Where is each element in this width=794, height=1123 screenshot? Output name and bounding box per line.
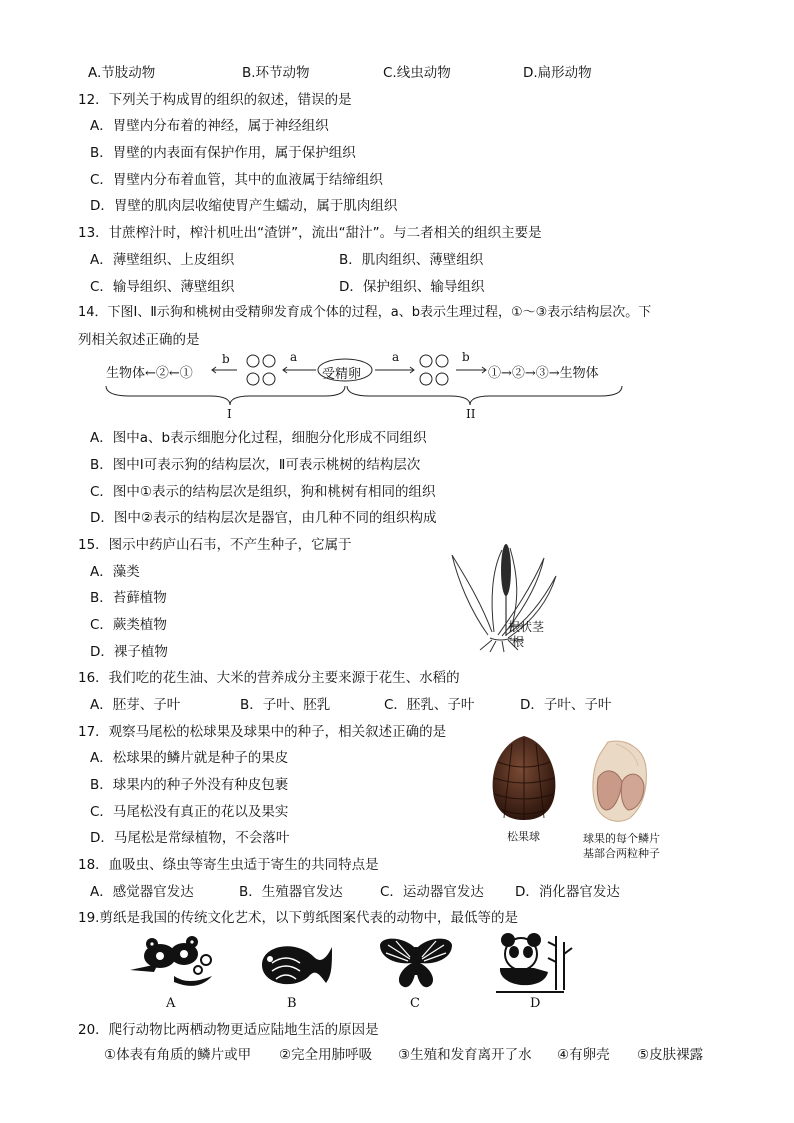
q15-option-b: B．苔藓植物 <box>90 590 167 606</box>
diagram-egg-label: 受精卵 <box>322 367 362 382</box>
pine-cone-photo <box>484 732 564 822</box>
q19-stem: 19.剪纸是我国的传统文化艺术，以下剪纸图案代表的动物中，最低等的是 <box>78 910 518 926</box>
diagram-brace-label-ii: II <box>466 407 476 421</box>
q16-option-c: C．胚乳、子叶 <box>384 697 475 713</box>
q14-option-c: C．图中①表示的结构层次是组织，狗和桃树有相同的组织 <box>90 484 436 500</box>
diagram-brace-label-i: I <box>227 407 232 421</box>
q12-option-b: B．胃壁的内表面有保护作用，属于保护组织 <box>90 145 356 161</box>
q17-option-d: D．马尾松是常绿植物，不会落叶 <box>90 830 290 846</box>
fish-papercut-icon <box>256 935 336 995</box>
label-rhizome: 根状茎 <box>508 620 545 634</box>
q16-stem: 16．我们吃的花生油、大米的营养成分主要来源于花生、水稻的 <box>78 670 460 686</box>
q11-option-d: D.扁形动物 <box>523 65 592 81</box>
q12-stem: 12．下列关于构成胃的组织的叙述，错误的是 <box>78 92 352 108</box>
q11-option-c: C.线虫动物 <box>383 65 451 81</box>
q20-option-4: ④有卵壳 <box>557 1047 610 1063</box>
panda-papercut-icon <box>494 932 574 994</box>
q20-option-2: ②完全用肺呼吸 <box>279 1047 373 1063</box>
q13-option-d: D．保护组织、输导组织 <box>339 279 485 295</box>
q14-option-a: A．图中a、b表示细胞分化过程，细胞分化形成不同组织 <box>90 430 427 446</box>
cone-scale-seed-photo <box>586 738 656 823</box>
development-diagram <box>100 350 640 430</box>
q18-option-c: C．运动器官发达 <box>380 884 484 900</box>
q13-option-b: B．肌肉组织、薄壁组织 <box>339 252 484 268</box>
papercut-label-a: A <box>166 996 176 1011</box>
q15-option-c: C．蕨类植物 <box>90 617 167 633</box>
q14-option-d: D．图中②表示的结构层次是器官，由几种不同的组织构成 <box>90 510 437 526</box>
q12-option-c: C．胃壁内分布着血管，其中的血液属于结缔组织 <box>90 172 383 188</box>
q16-option-a: A．胚芽、子叶 <box>90 697 181 713</box>
papercut-butterfly <box>378 935 454 990</box>
label-root: 根 <box>512 635 525 649</box>
q18-stem: 18．血吸虫、绦虫等寄生虫适于寄生的共同特点是 <box>78 857 379 873</box>
papercut-label-c: C <box>410 996 420 1011</box>
diagram-left-chain: 生物体←②←① <box>106 366 193 381</box>
q18-option-d: D．消化器官发达 <box>515 884 620 900</box>
q13-option-a: A．薄壁组织、上皮组织 <box>90 252 235 268</box>
papercut-label-d: D <box>530 996 541 1011</box>
q14-stem-line1: 14．下图Ⅰ、Ⅱ示狗和桃树由受精卵发育成个体的过程，a、b表示生理过程，①～③表示结构层次。下 <box>78 305 652 320</box>
q20-stem: 20．爬行动物比两栖动物更适应陆地生活的原因是 <box>78 1022 379 1038</box>
diagram-label-a-right: a <box>392 350 400 364</box>
pine-cone-icon <box>484 732 564 822</box>
q11-option-a: A.节肢动物 <box>88 65 156 81</box>
papercut-bird <box>128 930 218 995</box>
cone-scale-caption-line1: 球果的每个鳞片 <box>583 832 660 845</box>
diagram-label-b-left: b <box>222 352 230 366</box>
butterfly-papercut-icon <box>378 935 454 990</box>
q15-option-a: A．藻类 <box>90 564 140 580</box>
diagram-label-a-left: a <box>290 350 298 364</box>
cone-scale-caption-line2: 基部合两粒种子 <box>583 847 660 860</box>
q11-option-b: B.环节动物 <box>242 65 310 81</box>
diagram-label-b-right: b <box>462 350 470 364</box>
q17-stem: 17．观察马尾松的松球果及球果中的种子，相关叙述正确的是 <box>78 724 447 740</box>
q15-stem: 15．图示中药庐山石韦，不产生种子，它属于 <box>78 537 352 553</box>
pine-cone-caption: 松果球 <box>507 830 540 843</box>
q18-option-b: B．生殖器官发达 <box>239 884 343 900</box>
q16-option-d: D．子叶、子叶 <box>520 697 612 713</box>
fern-illustration <box>450 540 560 655</box>
diagram-graphics <box>100 350 640 430</box>
q15-option-d: D．裸子植物 <box>90 644 168 660</box>
q16-option-b: B．子叶、胚乳 <box>240 697 331 713</box>
q12-option-a: A．胃壁内分布着的神经，属于神经组织 <box>90 118 329 134</box>
q12-option-d: D．胃壁的肌肉层收缩使胃产生蠕动，属于肌肉组织 <box>90 198 398 214</box>
q20-option-5: ⑤皮肤裸露 <box>637 1047 704 1063</box>
papercut-label-b: B <box>287 996 297 1011</box>
diagram-right-chain: ①→②→③→生物体 <box>488 366 599 381</box>
q18-option-a: A．感觉器官发达 <box>90 884 194 900</box>
q20-option-3: ③生殖和发育离开了水 <box>398 1047 532 1063</box>
q13-option-c: C．输导组织、薄壁组织 <box>90 279 235 295</box>
q14-option-b: B．图中Ⅰ可表示狗的结构层次，Ⅱ可表示桃树的结构层次 <box>90 457 421 473</box>
q14-stem-line2: 列相关叙述正确的是 <box>78 332 200 348</box>
q17-option-b: B．球果内的种子外没有种皮包裹 <box>90 777 289 793</box>
cone-scale-icon <box>586 738 656 823</box>
q17-option-c: C．马尾松没有真正的花以及果实 <box>90 804 289 820</box>
papercut-panda <box>494 932 574 994</box>
bird-papercut-icon <box>128 930 218 995</box>
papercut-fish <box>256 935 336 995</box>
q20-option-1: ①体表有角质的鳞片或甲 <box>104 1047 252 1063</box>
fern-icon <box>450 540 560 655</box>
q13-stem: 13．甘蔗榨汁时，榨汁机吐出“渣饼”，流出“甜汁”。与二者相关的组织主要是 <box>78 225 542 241</box>
q17-option-a: A．松球果的鳞片就是种子的果皮 <box>90 750 289 766</box>
